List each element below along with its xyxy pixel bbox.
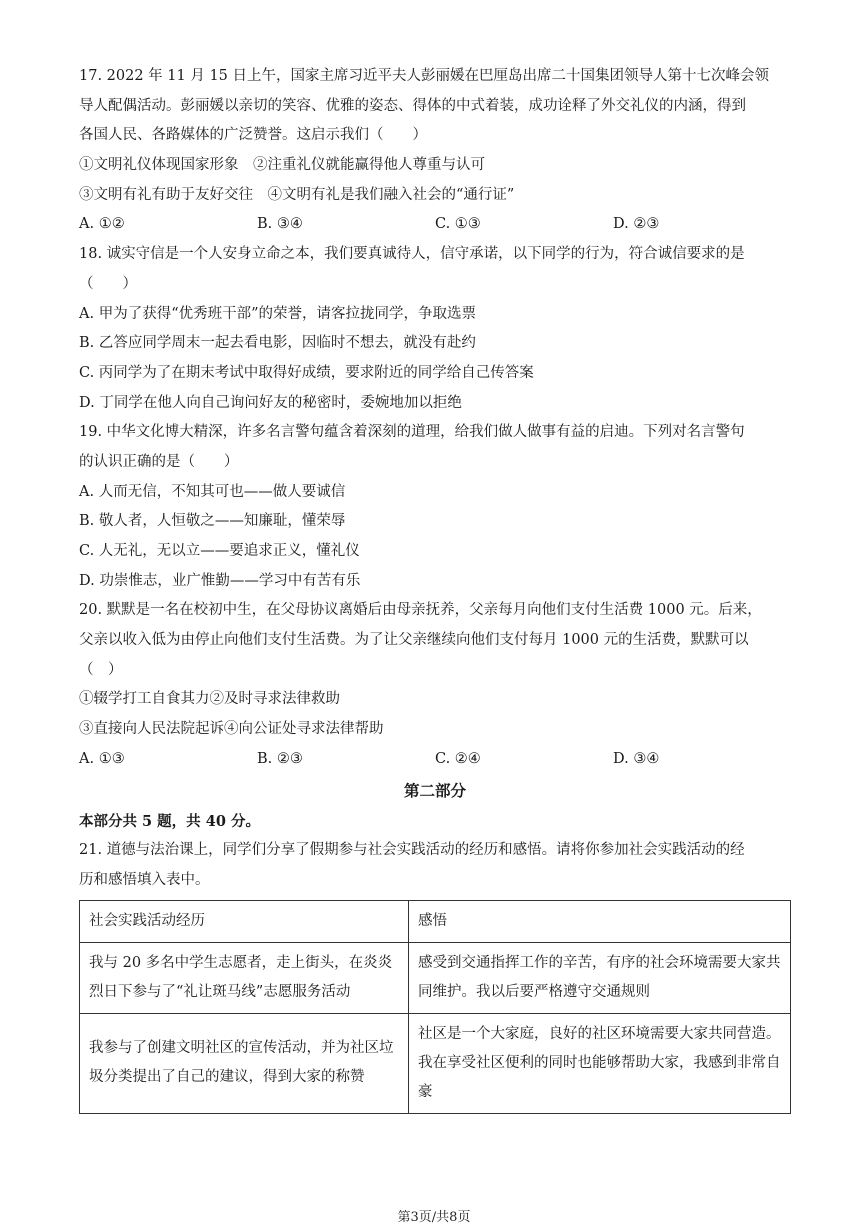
- q19-option-a: A. 人而无信，不知其可也——做人要诚信: [79, 483, 346, 500]
- q17-line-1: 17. 2022 年 11 月 15 日上午，国家主席习近平夫人彭丽媛在巴厘岛出席二十国集团领导人第十七次峰会领: [79, 68, 770, 84]
- q17-line-2: 导人配偶活动。彭丽媛以亲切的笑容、优雅的姿态、得体的中式着装，成功诠释了外交礼仪的内涵，得到: [79, 97, 746, 114]
- q17-line-3: 各国人民、各路媒体的广泛赞誉。这启示我们（ ）: [79, 127, 427, 144]
- q20-option-b: B. ②③: [257, 750, 303, 767]
- question-19: [79, 418, 791, 596]
- q21-line-1: 21. 道德与法治课上，同学们分享了假期参与社会实践活动的经历和感悟。请将你参加社会实践活动的经: [79, 842, 745, 859]
- q18-line-1: 18. 诚实守信是一个人安身立命之本，我们要真诚待人，信守承诺，以下同学的行为，符合诚信要求的是: [79, 246, 745, 263]
- question-18: [79, 240, 791, 418]
- q19-line-2: 的认识正确的是（ ）: [79, 453, 239, 470]
- table-cell-experience: 我与 20 多名中学生志愿者，走上街头，在炎炎烈日下参与了“礼让斑马线”志愿服务活动: [80, 942, 409, 1013]
- q17-options: [79, 210, 791, 240]
- q19-option-d: D. 功崇惟志，业广惟勤——学习中有苦有乐: [79, 572, 361, 589]
- q20-option-a: A. ①③: [79, 750, 125, 767]
- page-number: 第3页/共8页: [397, 1210, 471, 1225]
- question-17: [79, 62, 791, 240]
- q17-statements-1: ①文明礼仪体现国家形象 ②注重礼仪就能赢得他人尊重与认可: [79, 157, 485, 174]
- q19-line-1: 19. 中华文化博大精深，许多名言警句蕴含着深刻的道理，给我们做人做事有益的启迪。下列对名言警句: [79, 424, 745, 441]
- q20-option-d: D. ③④: [613, 750, 660, 767]
- q18-option-c: C. 丙同学为了在期末考试中取得好成绩，要求附近的同学给自己传答案: [79, 364, 534, 381]
- section-intro: 本部分共 5 题，共 40 分。: [79, 812, 260, 830]
- q20-option-c: C. ②④: [435, 750, 481, 767]
- q20-options: [79, 745, 791, 775]
- q20-line-2: 父亲以收入低为由停止向他们支付生活费。为了让父亲继续向他们支付每月 1000 元的生活费，默默可以: [79, 632, 749, 649]
- section-title: 第二部分: [403, 780, 466, 800]
- q19-option-c: C. 人无礼，无以立——要追求正义，懂礼仪: [79, 543, 360, 559]
- table-header-row: [80, 900, 791, 942]
- q18-option-a: A. 甲为了获得“优秀班干部”的荣誉，请客拉拢同学，争取选票: [79, 305, 477, 322]
- q17-option-d: D. ②③: [613, 216, 660, 233]
- q18-option-d: D. 丁同学在他人向自己询问好友的秘密时，委婉地加以拒绝: [79, 394, 462, 411]
- q20-line-3: （ ）: [79, 661, 123, 678]
- q17-option-a: A. ①②: [79, 216, 125, 233]
- table-cell-reflection: 社区是一个大家庭，良好的社区环境需要大家共同营造。我在享受社区便利的同时也能够帮助大家，我感到非常自豪: [409, 1013, 791, 1113]
- table-header-experience: 社会实践活动经历: [80, 900, 409, 942]
- q20-line-1: 20. 默默是一名在校初中生，在父母协议离婚后由母亲抚养，父亲每月向他们支付生活费 1000 元。后来，: [79, 602, 762, 619]
- q17-statements-2: ③文明有礼有助于友好交往 ④文明有礼是我们融入社会的“通行证”: [79, 186, 515, 203]
- table-cell-experience: 我参与了创建文明社区的宣传活动，并为社区垃圾分类提出了自己的建议，得到大家的称赞: [80, 1013, 409, 1113]
- q21-line-2: 历和感悟填入表中。: [79, 871, 210, 888]
- table-header-reflection: 感悟: [409, 900, 791, 942]
- table-row: [80, 1013, 791, 1113]
- question-21: [79, 836, 791, 1113]
- q18-option-b: B. 乙答应同学周末一起去看电影，因临时不想去，就没有赴约: [79, 335, 476, 352]
- q17-option-c: C. ①③: [435, 216, 481, 233]
- q19-option-b: B. 敬人者，人恒敬之——知廉耻，懂荣辱: [79, 513, 346, 530]
- q17-option-b: B. ③④: [257, 216, 303, 233]
- practice-table: [79, 900, 791, 1114]
- q20-statements-2: ③直接向人民法院起诉④向公证处寻求法律帮助: [79, 721, 384, 738]
- question-20: [79, 596, 791, 774]
- table-row: [80, 942, 791, 1013]
- q18-line-2: （ ）: [79, 275, 137, 292]
- q20-statements-1: ①辍学打工自食其力②及时寻求法律救助: [79, 691, 340, 708]
- exam-page: [79, 62, 791, 1114]
- table-cell-reflection: 感受到交通指挥工作的辛苦，有序的社会环境需要大家共同维护。我以后要严格遵守交通规则: [409, 942, 791, 1013]
